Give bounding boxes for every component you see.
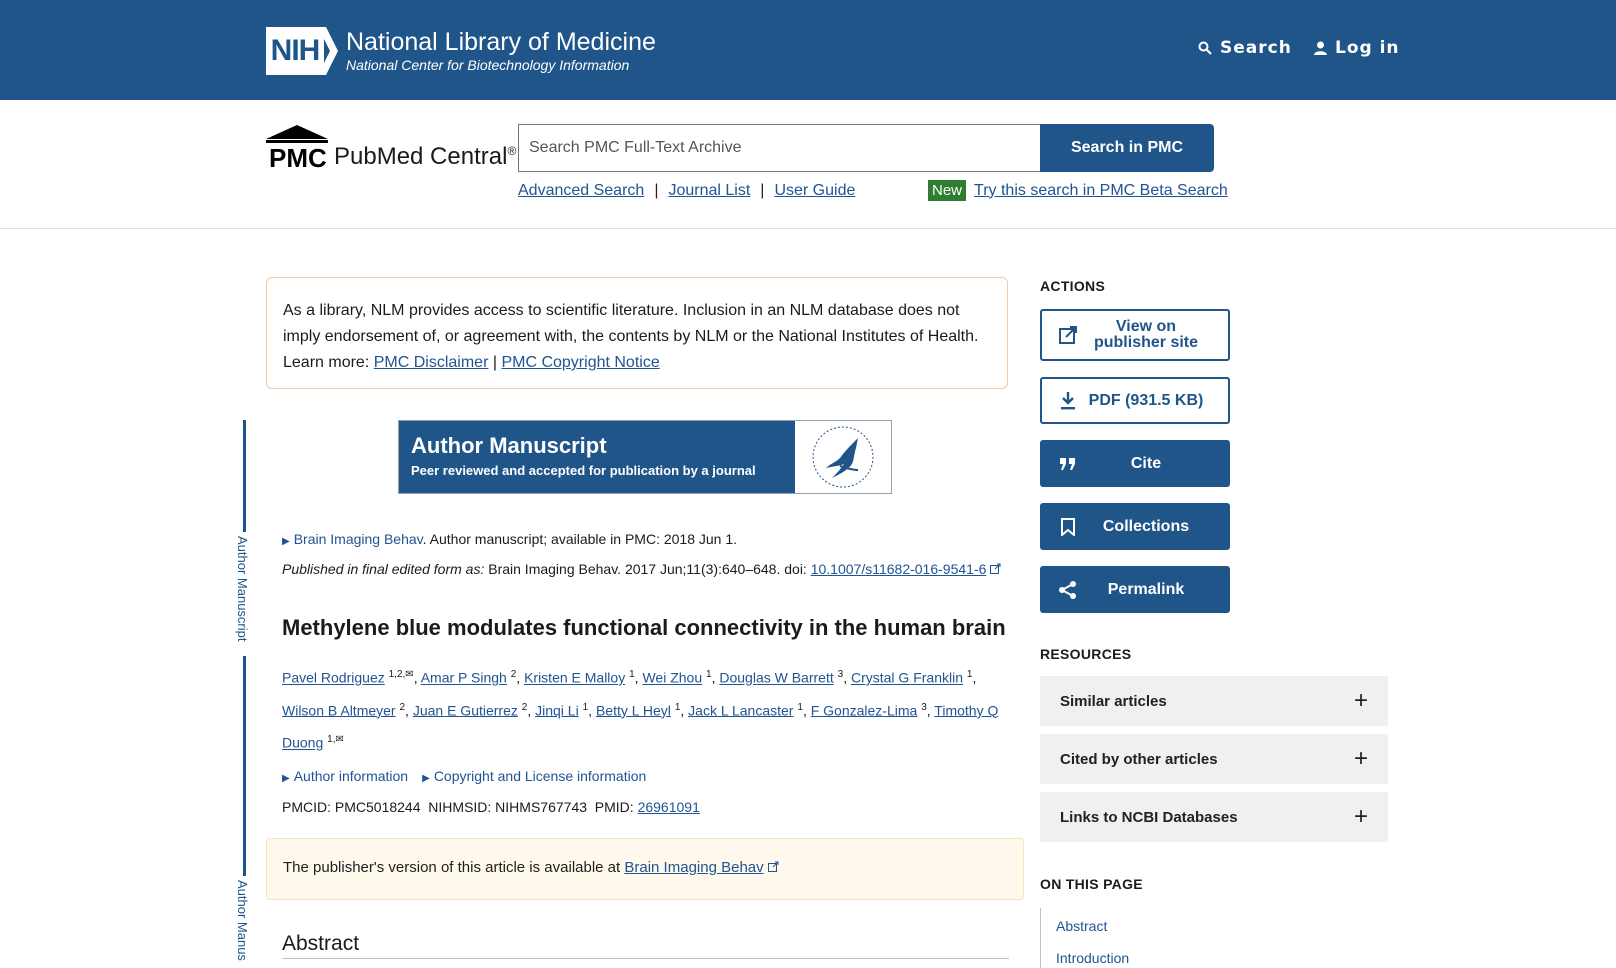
author-link[interactable]: Douglas W Barrett bbox=[719, 669, 834, 686]
learn-more-label: Learn more: bbox=[283, 354, 370, 371]
user-guide-link[interactable]: User Guide bbox=[774, 182, 856, 199]
journal-link[interactable]: Brain Imaging Behav bbox=[293, 531, 423, 547]
resources-heading: RESOURCES bbox=[1040, 646, 1132, 662]
author-affiliation: 1 bbox=[629, 669, 635, 680]
author-affiliation: 1,2,✉ bbox=[388, 669, 414, 680]
published-label: Published in final edited form as: bbox=[282, 561, 485, 577]
pmc-copyright-link[interactable]: PMC Copyright Notice bbox=[501, 354, 660, 371]
manuscript-side-label: Author Manuscript bbox=[235, 536, 250, 642]
pmc-disclaimer-link[interactable]: PMC Disclaimer bbox=[373, 354, 489, 371]
manuscript-side-line bbox=[243, 420, 246, 532]
article-ids bbox=[282, 799, 700, 815]
advanced-search-link[interactable]: Advanced Search bbox=[518, 182, 645, 199]
author-link[interactable]: Timothy Q Duong bbox=[282, 702, 999, 751]
author-link[interactable]: Wei Zhou bbox=[642, 669, 703, 686]
pmc-mark bbox=[266, 125, 328, 173]
divider bbox=[282, 958, 1009, 959]
nlm-disclaimer bbox=[266, 277, 1008, 389]
pdf-label: PDF (931.5 KB) bbox=[1088, 391, 1204, 409]
external-link-icon bbox=[1058, 325, 1078, 345]
caret-right-icon: ▶ bbox=[422, 773, 430, 784]
collections-button[interactable] bbox=[1040, 503, 1230, 550]
author-list: Pavel Rodriguez $^{1,2,✉}$, Amar P Singh $^2$, Kristen E Malloy $^1$, Wei Zhou $^1$, Douglas W Barrett $^3$, Crystal G Franklin $^1$, Wilson B Altmeyer $^2$, Juan E Gutierrez $^2$, Jinqi Li $^1$, Betty L Heyl $^1$, Jack L Lancaster $^1$, F Gonzalez-Lima $^3$, Timothy Q Duong $^{1,✉}$ bbox=[282, 669, 999, 751]
separator: | bbox=[760, 182, 765, 199]
pmc-search-bar bbox=[0, 100, 1616, 229]
hhs-eagle-icon bbox=[810, 424, 876, 490]
nih-logo[interactable] bbox=[266, 27, 656, 75]
author-link[interactable]: Jinqi Li bbox=[535, 702, 579, 719]
author-affiliation: 2 bbox=[399, 701, 406, 713]
pmc-name: PubMed Central® bbox=[334, 143, 517, 170]
author-affiliation: 1 bbox=[706, 669, 712, 680]
search-in-pmc-button[interactable]: Search in PMC bbox=[1040, 124, 1214, 172]
abstract-heading: Abstract bbox=[282, 932, 360, 955]
quote-icon bbox=[1060, 458, 1076, 470]
availability-text: . Author manuscript; available in PMC: 2018 Jun 1. bbox=[422, 531, 738, 547]
disclaimer-text: As a library, NLM provides access to scientific literature. Inclusion in an NLM database does not imply endorsement of, or agreement with, the contents by NLM or the National Institutes of Health. bbox=[283, 302, 979, 345]
cited-by-toggle[interactable] bbox=[1040, 734, 1388, 784]
journal-list-link[interactable]: Journal List bbox=[668, 182, 751, 199]
author-link[interactable]: Juan E Gutierrez bbox=[412, 702, 518, 719]
ncbi-subtitle: National Center for Biotechnology Information bbox=[346, 57, 630, 73]
external-link-icon bbox=[768, 861, 779, 872]
search-icon bbox=[1198, 41, 1212, 55]
author-affiliation: 1 bbox=[582, 701, 589, 713]
permalink-label: Permalink bbox=[1107, 580, 1185, 598]
toc-introduction-link[interactable]: Introduction bbox=[1056, 950, 1130, 966]
author-link[interactable]: Wilson B Altmeyer bbox=[282, 702, 396, 719]
author-link[interactable]: Pavel Rodriguez bbox=[282, 669, 385, 686]
download-icon bbox=[1060, 392, 1076, 410]
toc-abstract-link[interactable]: Abstract bbox=[1056, 918, 1108, 934]
bookmark-icon bbox=[1061, 518, 1075, 536]
on-this-page-heading: ON THIS PAGE bbox=[1040, 876, 1143, 892]
resource-label: Links to NCBI Databases bbox=[1060, 808, 1238, 826]
cite-button[interactable] bbox=[1040, 440, 1230, 487]
banner-title: Author Manuscript bbox=[411, 433, 607, 458]
beta-search bbox=[928, 180, 1228, 201]
user-icon bbox=[1314, 41, 1327, 55]
author-info-toggle[interactable]: ▶ Author information bbox=[282, 768, 409, 784]
similar-articles-toggle[interactable] bbox=[1040, 676, 1388, 726]
author-manuscript-banner bbox=[398, 420, 892, 494]
manuscript-side-label: Author Manus bbox=[235, 880, 250, 961]
author-affiliation: 2 bbox=[521, 701, 528, 713]
new-badge: New bbox=[928, 180, 966, 201]
header-search-label: Search bbox=[1220, 38, 1292, 58]
ncbi-links-toggle[interactable] bbox=[1040, 792, 1388, 842]
pdf-button[interactable] bbox=[1040, 377, 1230, 424]
header-search-button[interactable] bbox=[1198, 38, 1292, 58]
permalink-button[interactable] bbox=[1040, 566, 1230, 613]
published-text: Brain Imaging Behav. 2017 Jun;11(3):640–648. doi: bbox=[484, 561, 811, 577]
manuscript-side-line bbox=[243, 656, 246, 876]
plus-icon: + bbox=[1353, 687, 1368, 714]
pmc-word: PMC bbox=[269, 143, 327, 173]
author-link[interactable]: Crystal G Franklin bbox=[850, 669, 963, 686]
caret-right-icon: ▶ bbox=[282, 536, 290, 547]
nih-abbr: NIH bbox=[266, 27, 324, 75]
beta-search-link[interactable]: Try this search in PMC Beta Search bbox=[974, 181, 1228, 199]
resource-label: Similar articles bbox=[1060, 692, 1167, 710]
published-citation bbox=[282, 561, 1001, 577]
author-affiliation: 1 bbox=[674, 701, 681, 713]
actions-heading: ACTIONS bbox=[1040, 278, 1106, 294]
author-affiliation: 1 bbox=[797, 701, 803, 713]
nih-header bbox=[0, 0, 1616, 100]
view-publisher-button[interactable] bbox=[1040, 309, 1230, 361]
building-icon bbox=[266, 125, 328, 145]
collections-label: Collections bbox=[1102, 517, 1190, 535]
nlm-title: National Library of Medicine bbox=[346, 28, 656, 56]
external-link-icon bbox=[990, 563, 1001, 574]
hhs-seal bbox=[795, 421, 891, 493]
doi-link[interactable]: 10.1007/s11682-016-9541-6 bbox=[810, 561, 987, 577]
banner-subtitle: Peer reviewed and accepted for publication by a journal bbox=[411, 463, 756, 478]
publisher-note-text: The publisher's version of this article is available at bbox=[283, 859, 621, 876]
publisher-version-note bbox=[266, 838, 1024, 900]
author-affiliation: 3 bbox=[921, 701, 927, 713]
plus-icon: + bbox=[1353, 803, 1368, 830]
author-link[interactable]: Jack L Lancaster bbox=[688, 702, 794, 719]
resource-label: Cited by other articles bbox=[1060, 750, 1218, 768]
separator: | bbox=[492, 354, 497, 371]
nih-chevron-icon bbox=[318, 27, 338, 75]
author-affiliation: 1 bbox=[966, 669, 973, 680]
author-affiliation: 3 bbox=[837, 669, 844, 680]
pmc-logo[interactable] bbox=[266, 125, 516, 173]
login-button[interactable] bbox=[1314, 38, 1400, 58]
caret-right-icon: ▶ bbox=[282, 773, 290, 784]
search-sublinks bbox=[518, 182, 855, 200]
divider bbox=[1040, 908, 1041, 968]
author-link[interactable]: Amar P Singh bbox=[420, 669, 507, 686]
author-affiliation: 2 bbox=[510, 669, 517, 680]
pmcid: PMCID: PMC5018244 bbox=[282, 799, 421, 815]
journal-citation bbox=[282, 531, 737, 547]
plus-icon: + bbox=[1353, 745, 1368, 772]
pmc-search-input[interactable]: Search PMC Full-Text Archive bbox=[518, 124, 1041, 172]
article-info-links bbox=[282, 768, 646, 784]
pmid-link[interactable]: 26961091 bbox=[637, 799, 700, 815]
nihmsid: NIHMSID: NIHMS767743 bbox=[428, 799, 588, 815]
view-publisher-label: View on publisher site bbox=[1093, 318, 1199, 351]
cite-label: Cite bbox=[1130, 454, 1162, 472]
login-label: Log in bbox=[1335, 38, 1400, 58]
author-link[interactable]: Betty L Heyl bbox=[595, 702, 671, 719]
pmid-label: PMID: bbox=[594, 799, 634, 815]
author-affiliation: 1,✉ bbox=[327, 734, 344, 746]
publisher-link[interactable]: Brain Imaging Behav bbox=[624, 859, 764, 876]
author-link[interactable]: F Gonzalez-Lima bbox=[810, 702, 918, 719]
separator: | bbox=[654, 182, 659, 199]
share-icon bbox=[1058, 580, 1078, 600]
copyright-info-toggle[interactable]: ▶ Copyright and License information bbox=[422, 768, 647, 784]
author-link[interactable]: Kristen E Malloy bbox=[524, 669, 626, 686]
article-title: Methylene blue modulates functional connectivity in the human brain bbox=[282, 615, 1006, 640]
nih-mark bbox=[266, 27, 338, 75]
